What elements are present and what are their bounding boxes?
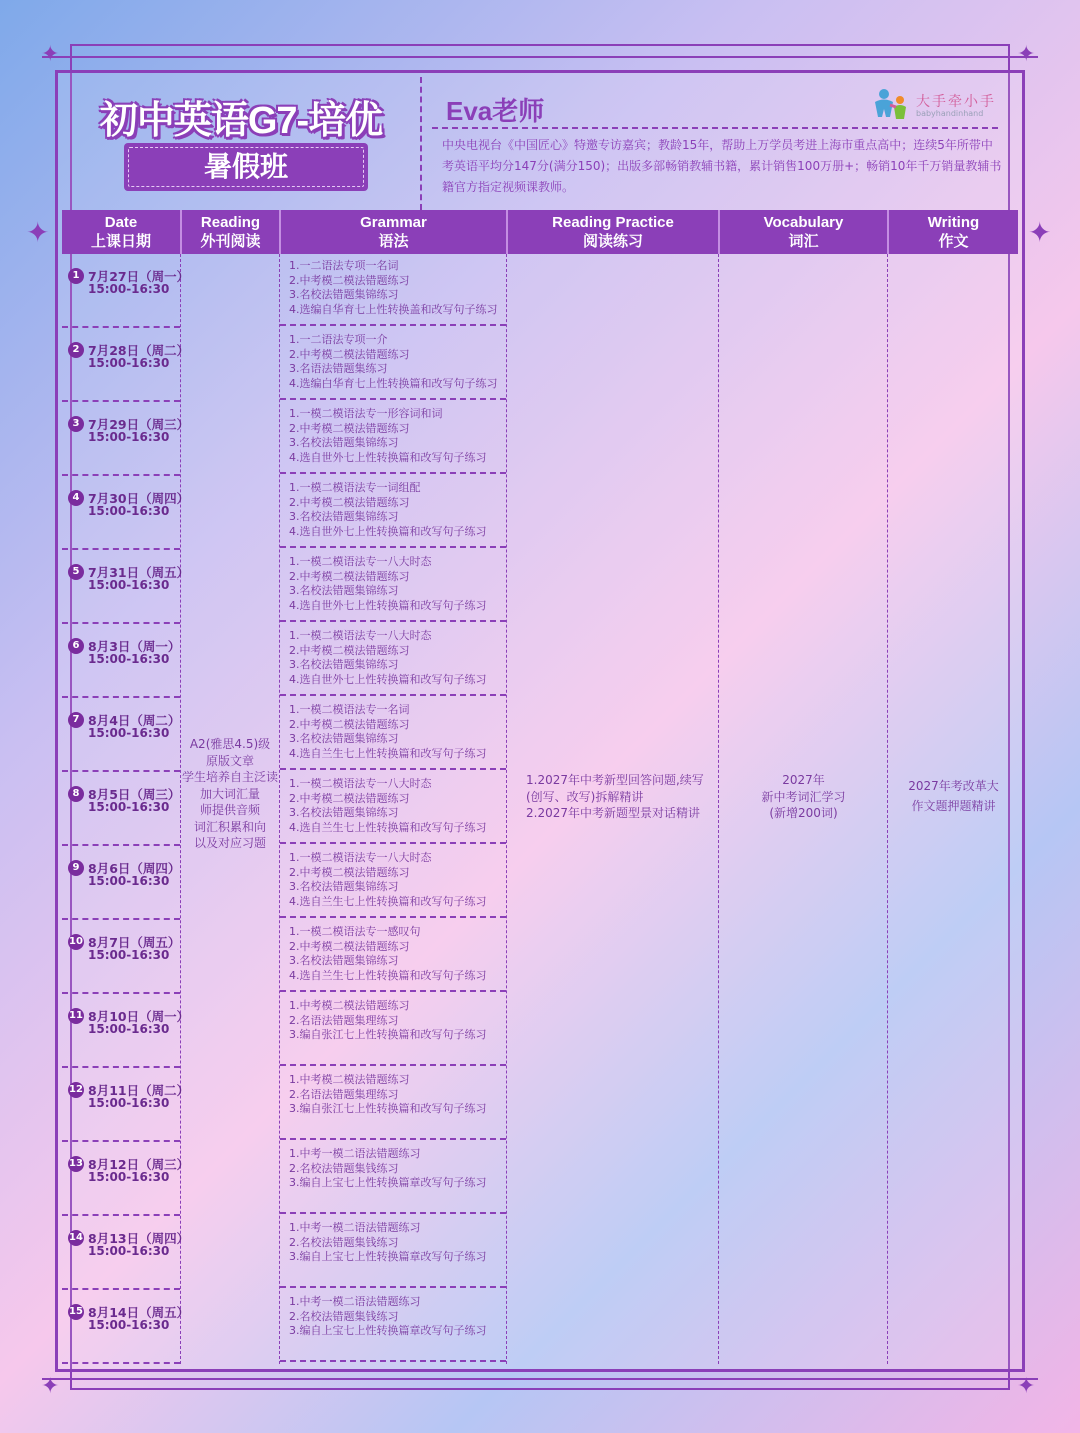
frame-line-top <box>42 56 1038 58</box>
table-row-grammar <box>280 328 506 400</box>
table-row-date <box>62 1290 190 1364</box>
column-header-reading: Reading 外刊阅读 <box>200 214 261 250</box>
grammar-item: 3.名校法错题集锦练习 <box>289 288 399 302</box>
table-row-date <box>62 846 180 920</box>
divider <box>718 254 719 1364</box>
table-row-grammar <box>280 1216 506 1288</box>
grammar-item: 4.选自世外七上性转换篇和改写句子练习 <box>289 598 487 612</box>
grammar-item: 3.编自上宝七上性转换篇章改写句子练习 <box>289 1324 487 1338</box>
session-date: 8月6日（周四） <box>88 861 181 876</box>
grammar-item: 1.一模二模语法专一八大时态 <box>289 555 432 568</box>
table-row-grammar <box>280 1142 506 1214</box>
session-date: 7月31日（周五） <box>88 565 190 580</box>
session-number-badge: 13 <box>68 1156 84 1172</box>
table-row-date <box>62 772 180 846</box>
title-box <box>62 77 422 210</box>
grammar-item: 3.名校法错题集锦练习 <box>289 806 399 820</box>
grammar-item: 4.选编自华育七上性转换盖和改写句子练习 <box>289 302 498 316</box>
session-date: 8月11日（周二） <box>88 1083 190 1098</box>
session-date: 7月28日（周二） <box>88 343 190 358</box>
column-header-vocabulary: Vocabulary 词汇 <box>763 214 844 250</box>
grammar-item: 1.一模二模语法专一形容词和词 <box>289 407 443 420</box>
session-number-badge: 10 <box>68 934 84 950</box>
grammar-item: 1.中考一模二语法错题练习 <box>289 1221 421 1234</box>
grammar-item: 1.一模二模语法专一八大时态 <box>289 851 432 864</box>
table-row-grammar <box>280 772 506 844</box>
grammar-item: 1.中考模二模法错题练习 <box>289 999 410 1012</box>
grammar-item: 2.中考模二模法错题练习 <box>289 495 410 509</box>
session-date: 7月27日（周一） <box>88 269 190 284</box>
session-number-badge: 8 <box>68 786 84 802</box>
column-header-grammar: Grammar 语法 <box>360 214 427 250</box>
star-icon: ✦ <box>26 216 50 249</box>
grammar-item: 4.选自世外七上性转换篇和改写句子练习 <box>289 450 487 464</box>
table-row-date <box>62 402 190 476</box>
divider <box>432 127 998 129</box>
course-title: 初中英语G7-培优 <box>99 100 383 142</box>
grammar-item: 4.选编白华育七上性转换篇和改写句子练习 <box>289 376 498 390</box>
vocabulary-description: 2027年 新中考词汇学习 (新增200词) <box>761 773 846 820</box>
session-time: 15:00-16:30 <box>88 1170 170 1184</box>
grammar-item: 1.一模二模语法专一词组配 <box>289 481 421 494</box>
schedule-table <box>62 254 1018 1364</box>
session-time: 15:00-16:30 <box>88 1318 170 1332</box>
grammar-item: 3.名校法错题集锦练习 <box>289 436 399 450</box>
grammar-item: 4.选自世外七上性转换篇和改写句子练习 <box>289 524 487 538</box>
table-row-date <box>62 994 190 1068</box>
table-row-grammar <box>280 550 506 622</box>
session-date: 8月3日（周一） <box>88 639 181 654</box>
grammar-item: 3.编自上宝七上性转换篇章改写句子练习 <box>289 1176 487 1190</box>
table-row-date <box>62 1068 190 1142</box>
session-date: 7月29日（周三） <box>88 417 190 432</box>
logo-text-en: babyhandinhand <box>916 109 984 118</box>
session-time: 15:00-16:30 <box>88 726 170 740</box>
grammar-item: 2.名校法错题集钱练习 <box>289 1235 399 1249</box>
grammar-item: 1.中考一模二语法错题练习 <box>289 1295 421 1308</box>
session-number-badge: 12 <box>68 1082 84 1098</box>
family-logo-icon <box>870 87 914 123</box>
grammar-item: 4.选自兰生七上性转换篇和改写句子练习 <box>289 820 487 834</box>
session-number-badge: 3 <box>68 416 84 432</box>
grammar-item: 3.编自上宝七上性转换篇章改写句子练习 <box>289 1250 487 1264</box>
brand-logo <box>870 87 1000 123</box>
session-date: 8月12日（周三） <box>88 1157 190 1172</box>
grammar-item: 3.名校法错题集锦练习 <box>289 658 399 672</box>
course-subtitle-badge <box>124 143 368 191</box>
column-header-writing: Writing 作文 <box>927 214 980 250</box>
table-row-date <box>62 328 190 402</box>
table-header <box>62 210 1018 254</box>
reading-practice-description: 1.2027年中考新型回答问题,续写 (创写、改写)拆解精讲 2.2027年中考新题型景对话精讲 <box>526 773 704 820</box>
session-time: 15:00-16:30 <box>88 652 170 666</box>
session-time: 15:00-16:30 <box>88 1096 170 1110</box>
star-icon: ✦ <box>1028 216 1052 249</box>
table-row-date <box>62 624 180 698</box>
grammar-item: 2.中考模二模法错题练习 <box>289 717 410 731</box>
session-time: 15:00-16:30 <box>88 504 170 518</box>
grammar-item: 3.编自张江七上性转换篇和改写句子练习 <box>289 1028 487 1042</box>
grammar-item: 1.一模二模语法专一八大时态 <box>289 629 432 642</box>
table-row-grammar <box>280 402 506 474</box>
session-time: 15:00-16:30 <box>88 948 170 962</box>
session-date: 8月5日（周三） <box>88 787 181 802</box>
grammar-item: 2.名校法错题集钱练习 <box>289 1161 399 1175</box>
session-time: 15:00-16:30 <box>88 356 170 370</box>
grammar-item: 1.一模二模语法专一名词 <box>289 703 410 716</box>
star-icon: ✦ <box>1017 1374 1036 1399</box>
table-row-grammar <box>280 254 506 326</box>
session-time: 15:00-16:30 <box>88 800 170 814</box>
table-row-grammar <box>280 994 506 1066</box>
session-date: 8月14日（周五） <box>88 1305 190 1320</box>
grammar-item: 3.编自张江七上性转换篇和改写句子练习 <box>289 1102 487 1116</box>
session-time: 15:00-16:30 <box>88 282 170 296</box>
session-time: 15:00-16:30 <box>88 1022 170 1036</box>
grammar-item: 1.中考模二模法错题练习 <box>289 1073 410 1086</box>
grammar-item: 2.中考模二模法错题练习 <box>289 939 410 953</box>
grammar-item: 2.中考模二模法错题练习 <box>289 347 410 361</box>
table-row-grammar <box>280 698 506 770</box>
grammar-item: 2.中考模二模法错题练习 <box>289 421 410 435</box>
table-row-date <box>62 550 190 624</box>
teacher-description: 中央电视台《中国匠心》特邀专访嘉宾；教龄15年，帮助上万学员考进上海市重点高中；连续5年所带中考英语平均分147分(满分150)；出版多部畅销教辅书籍，累计销售100万册+；畅销10年千万销量教辅书籍官方指定视频课教师。 <box>442 138 1002 194</box>
grammar-item: 1.一模二模语法专一感叹句 <box>289 925 421 938</box>
session-number-badge: 6 <box>68 638 84 654</box>
grammar-item: 1.中考一模二语法错题练习 <box>289 1147 421 1160</box>
grammar-item: 3.名校法错题集锦练习 <box>289 880 399 894</box>
session-time: 15:00-16:30 <box>88 430 170 444</box>
table-row-date <box>62 1142 190 1216</box>
table-row-grammar <box>280 1068 506 1140</box>
table-row-date <box>62 698 180 772</box>
table-row-grammar <box>280 846 506 918</box>
grammar-item: 2.中考模二模法错题练习 <box>289 569 410 583</box>
session-time: 15:00-16:30 <box>88 578 170 592</box>
session-number-badge: 1 <box>68 268 84 284</box>
session-number-badge: 4 <box>68 490 84 506</box>
grammar-item: 4.选自兰生七上性转换篇和改写句子练习 <box>289 746 487 760</box>
column-header-reading-practice: Reading Practice 阅读练习 <box>552 214 674 250</box>
grammar-item: 3.名校法错题集锦练习 <box>289 584 399 598</box>
logo-text-cn: 大手牵小手 <box>916 94 996 110</box>
grammar-item: 2.中考模二模法错题练习 <box>289 273 410 287</box>
grammar-item: 2.中考模二模法错题练习 <box>289 865 410 879</box>
session-time: 15:00-16:30 <box>88 1244 170 1258</box>
grammar-item: 4.选自兰生七上性转换篇和改写句子练习 <box>289 968 487 982</box>
header <box>62 77 1018 210</box>
session-time: 15:00-16:30 <box>88 874 170 888</box>
session-date: 8月4日（周二） <box>88 713 181 728</box>
column-header-date: Date 上课日期 <box>90 214 151 250</box>
table-row-grammar <box>280 476 506 548</box>
grammar-item: 4.选自兰生七上性转换篇和改写句子练习 <box>289 894 487 908</box>
grammar-item: 2.名语法错题集理练习 <box>289 1013 399 1027</box>
grammar-item: 3.名校法错题集锦练习 <box>289 732 399 746</box>
writing-description: 2027年考改革大 作文题押题精讲 <box>908 779 999 813</box>
grammar-item: 2.名校法错题集钱练习 <box>289 1309 399 1323</box>
grammar-item: 1.一模二模语法专一八大时态 <box>289 777 432 790</box>
session-number-badge: 7 <box>68 712 84 728</box>
grammar-item: 1.一二语法专项一介 <box>289 333 388 346</box>
session-number-badge: 15 <box>68 1304 84 1320</box>
course-subtitle: 暑假班 <box>128 147 364 187</box>
table-row-date <box>62 476 190 550</box>
grammar-item: 2.中考模二模法错题练习 <box>289 643 410 657</box>
table-row-date <box>62 254 190 328</box>
star-icon: ✦ <box>41 42 60 67</box>
star-icon: ✦ <box>1017 42 1036 67</box>
session-date: 8月10日（周一） <box>88 1009 190 1024</box>
star-icon: ✦ <box>41 1374 60 1399</box>
grammar-item: 4.选自世外七上性转换篇和改写句子练习 <box>289 672 487 686</box>
session-number-badge: 5 <box>68 564 84 580</box>
session-number-badge: 11 <box>68 1008 84 1024</box>
frame-line-bottom <box>42 1378 1038 1380</box>
grammar-item: 3.名语法错题集练习 <box>289 362 388 376</box>
table-row-grammar <box>280 1290 506 1362</box>
table-row-date <box>62 920 180 994</box>
session-number-badge: 9 <box>68 860 84 876</box>
divider <box>887 254 888 1364</box>
session-number-badge: 2 <box>68 342 84 358</box>
grammar-item: 1.一二语法专项一名词 <box>289 259 399 272</box>
grammar-item: 2.名语法错题集理练习 <box>289 1087 399 1101</box>
session-date: 8月7日（周五） <box>88 935 181 950</box>
grammar-item: 2.中考模二模法错题练习 <box>289 791 410 805</box>
session-number-badge: 14 <box>68 1230 84 1246</box>
session-date: 7月30日（周四） <box>88 491 190 506</box>
grammar-item: 3.名校法错题集锦练习 <box>289 510 399 524</box>
table-row-grammar <box>280 624 506 696</box>
teacher-name: Eva老师 <box>446 96 545 126</box>
session-date: 8月13日（周四） <box>88 1231 190 1246</box>
reading-description: A2(雅思4.5)级 原版文章 学生培养自主泛读 加大词汇量 师提供音频 词汇积累和向 以及对应习题 <box>181 737 278 850</box>
grammar-item: 3.名校法错题集锦练习 <box>289 954 399 968</box>
table-row-grammar <box>280 920 506 992</box>
divider <box>506 254 507 1364</box>
table-row-date <box>62 1216 190 1290</box>
